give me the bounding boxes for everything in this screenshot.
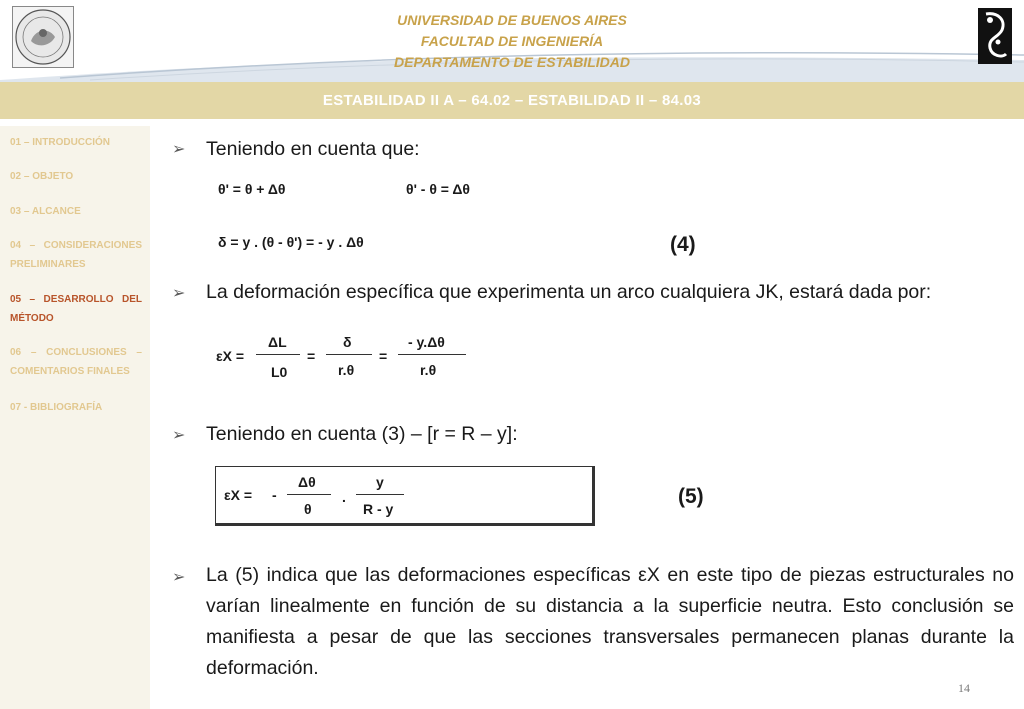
sidebar-item-bibliografia[interactable]: 07 - BIBLIOGRAFÍA [10, 402, 103, 413]
sidebar-item-alcance[interactable]: 03 – ALCANCE [10, 206, 81, 217]
sidebar-item-introduccion[interactable]: 01 – INTRODUCCIÓN [10, 137, 111, 148]
eq4-dot: . [342, 489, 346, 505]
paragraph-4: La (5) indica que las deformaciones específicas εX en este tipo de piezas estructurales no varían linealmente en función de su distancia a la superficie neutra. Esto conclusión se manifiesta a pesar de que las secciones transversales permanecen planas durante la deformación. [206, 564, 1014, 679]
eq3-frac2-bar [326, 354, 372, 355]
faculty-emblem-logo [978, 8, 1012, 64]
equation-delta-theta: θ' - θ = Δθ [406, 181, 470, 197]
course-title: ESTABILIDAD II A – 64.02 – ESTABILIDAD II – 84.03 [322, 92, 702, 109]
eq4-frac2-denominator: R - y [363, 501, 394, 517]
eq3-lhs: εX = [216, 348, 245, 364]
bullet-arrow-icon: ➢ [172, 427, 186, 444]
eq3-frac2-denominator: r.θ [338, 362, 355, 378]
paragraph-1: Teniendo en cuenta que: [206, 138, 420, 160]
university-name: UNIVERSIDAD DE BUENOS AIRES [397, 12, 627, 28]
sidebar-item-desarrollo[interactable]: 05 – DESARROLLO DEL MÉTODO [10, 294, 142, 324]
eq3-frac3-bar [398, 354, 466, 355]
bullet-arrow-icon: ➢ [172, 285, 186, 302]
equation-delta: δ = y . (θ - θ') = - y . Δθ [218, 234, 364, 250]
equation-number-5: (5) [678, 485, 704, 508]
department-name: DEPARTAMENTO DE ESTABILIDAD [394, 54, 630, 70]
eq4-lhs: εX = [224, 487, 253, 503]
eq3-frac1-bar [256, 354, 300, 355]
eq3-frac3-denominator: r.θ [420, 362, 437, 378]
eq3-equals-2: = [379, 348, 388, 364]
paragraph-3: Teniendo en cuenta (3) – [r = R – y]: [206, 423, 518, 445]
eq3-frac3-numerator: - y.Δθ [408, 334, 445, 350]
eq4-frac1-bar [287, 494, 331, 495]
eq3-frac1-numerator: ΔL [268, 334, 287, 350]
eq4-minus: - [272, 487, 277, 503]
eq4-frac1-denominator: θ [304, 501, 312, 517]
page-number: 14 [958, 681, 970, 695]
eq3-frac2-numerator: δ [343, 334, 352, 350]
sidebar-item-conclusiones[interactable]: 06 – CONCLUSIONES – COMENTARIOS FINALES [10, 347, 142, 377]
paragraph-2: La deformación específica que experimenta un arco cualquiera JK, estará dada por: [206, 281, 932, 303]
equation-theta-prime: θ' = θ + Δθ [218, 181, 286, 197]
eq4-frac2-numerator: y [376, 474, 384, 490]
equation-number-4: (4) [670, 233, 696, 256]
faculty-name: FACULTAD DE INGENIERÍA [420, 33, 604, 49]
sidebar-item-objeto[interactable]: 02 – OBJETO [10, 171, 74, 182]
sidebar-item-consideraciones[interactable]: 04 – CONSIDERACIONES PRELIMINARES [10, 240, 142, 270]
bullet-arrow-icon: ➢ [172, 141, 186, 158]
header [0, 0, 1024, 80]
bullet-arrow-icon: ➢ [172, 569, 186, 586]
eq4-frac1-numerator: Δθ [298, 474, 316, 490]
eq4-frac2-bar [356, 494, 404, 495]
eq3-frac1-denominator: L0 [271, 364, 288, 380]
eq3-equals-1: = [307, 348, 316, 364]
